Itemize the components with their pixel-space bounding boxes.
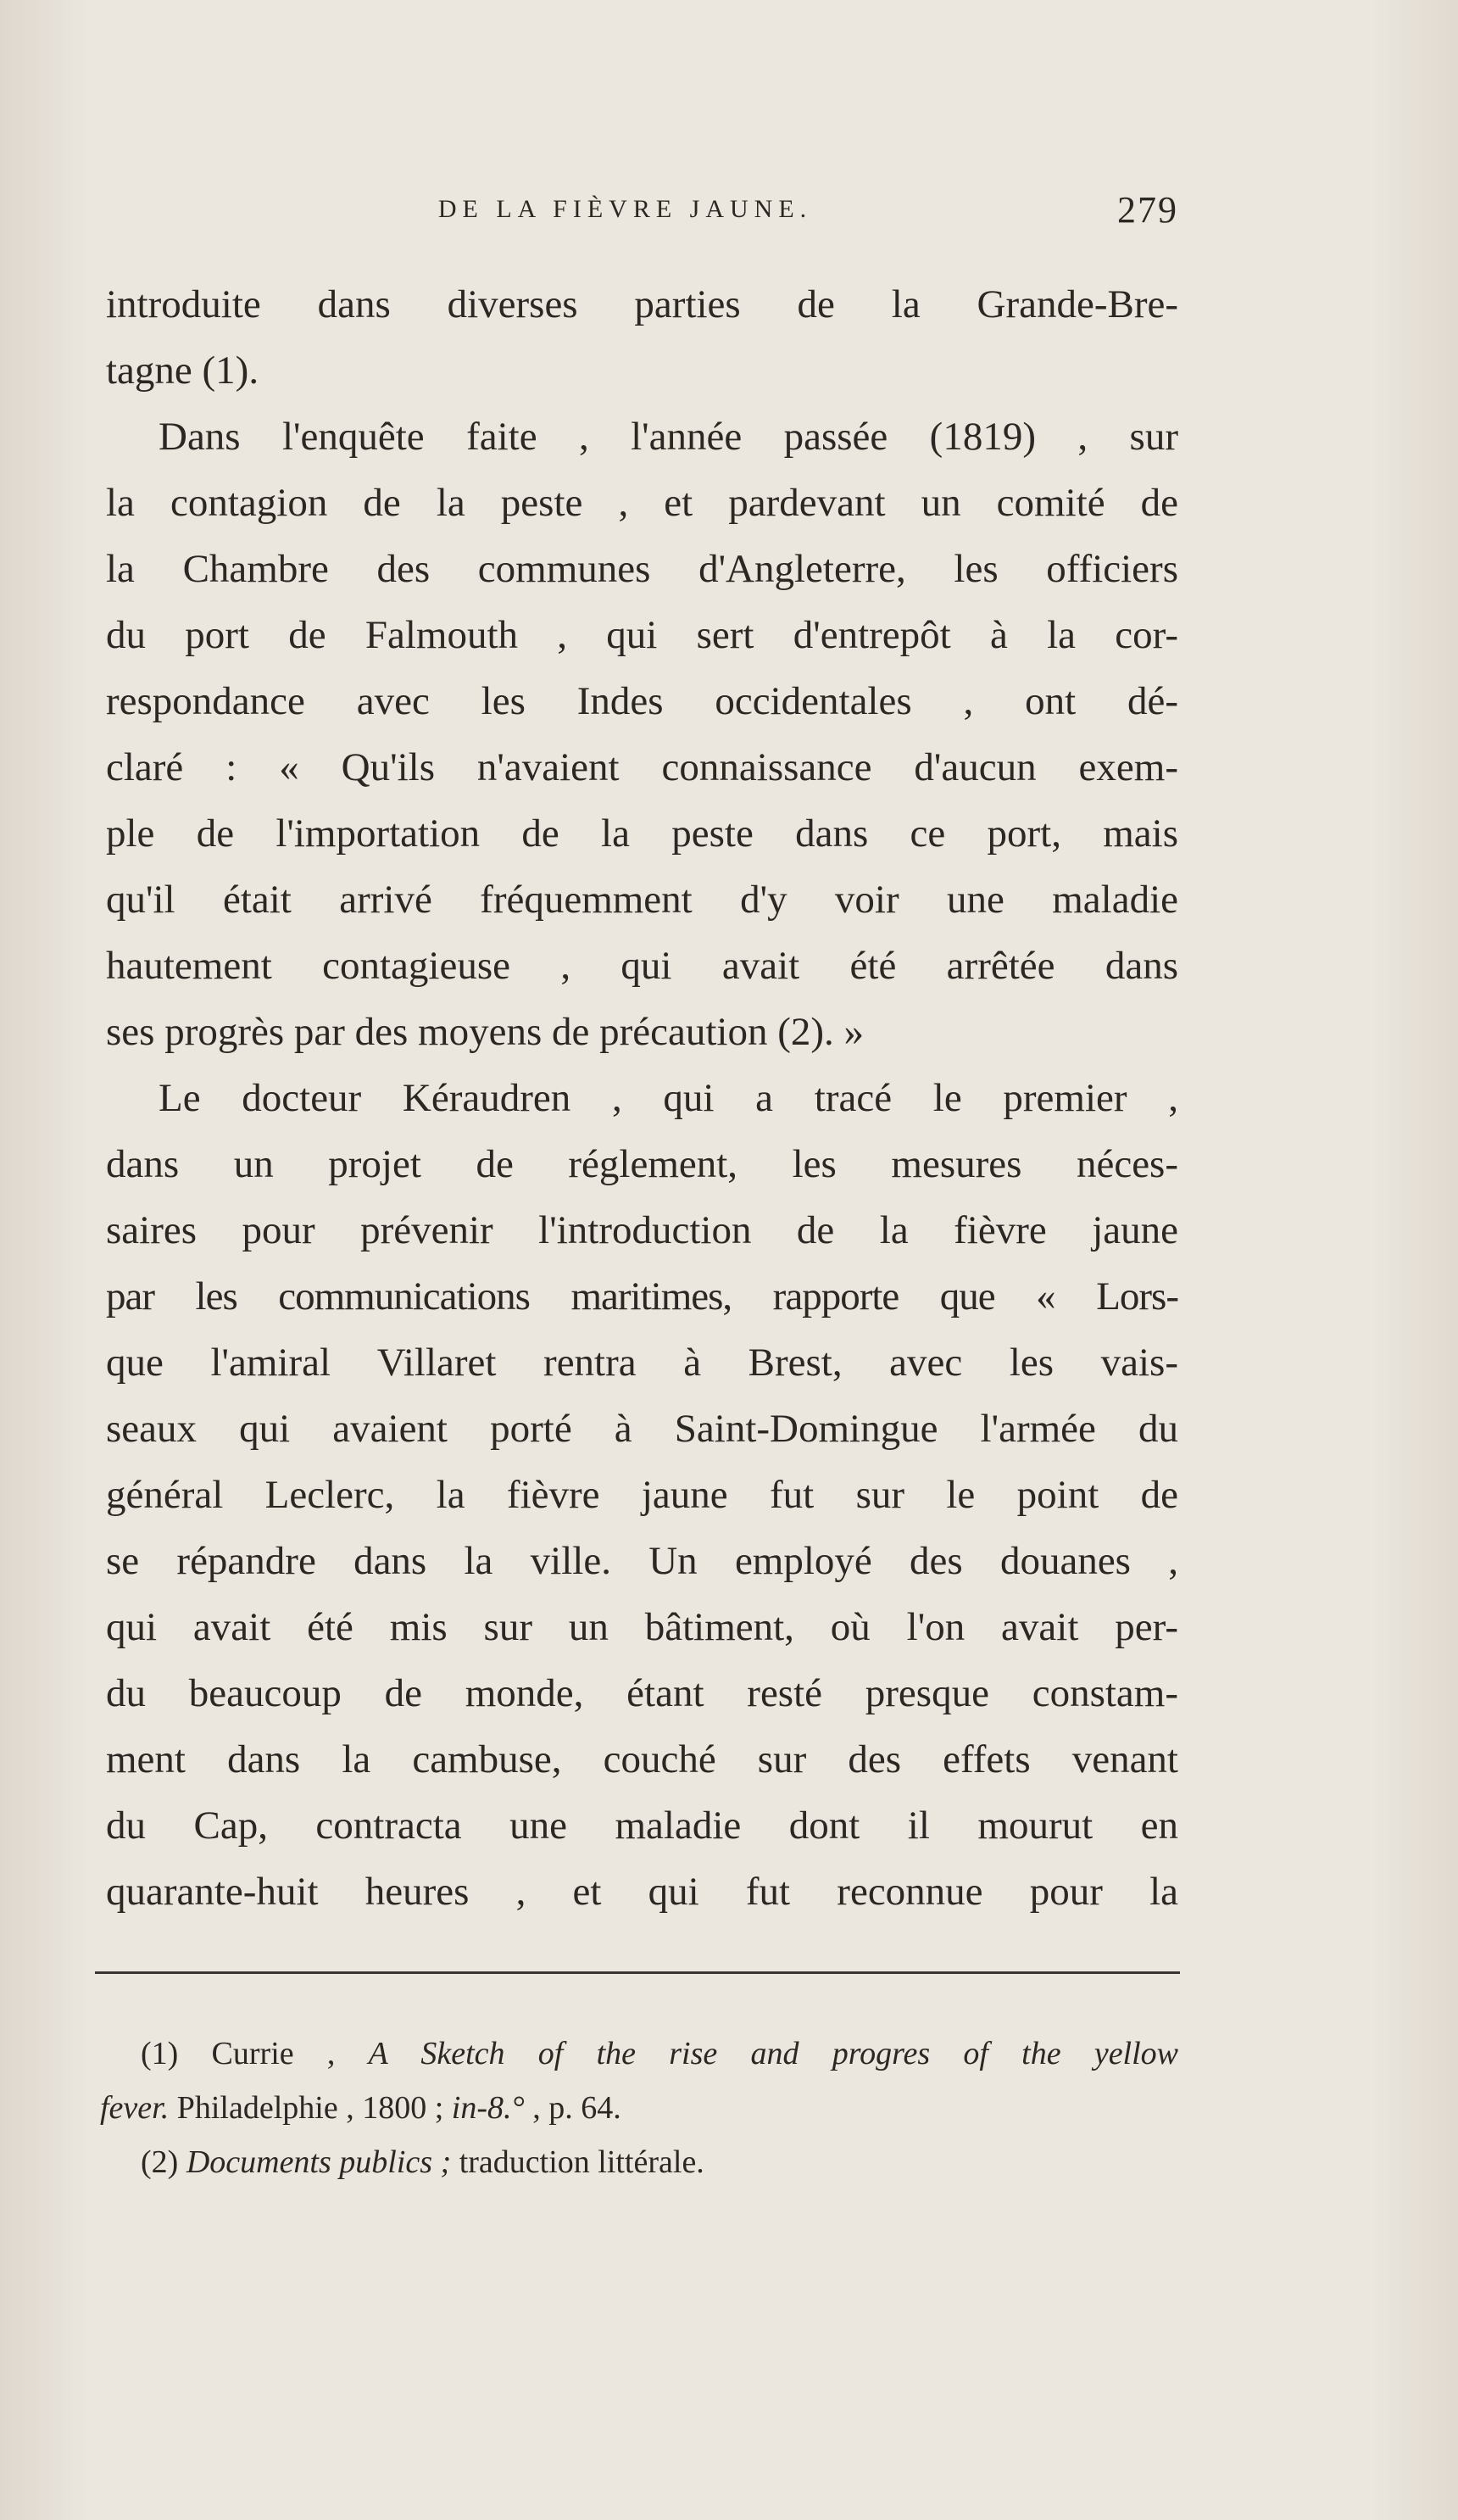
text-line: la Chambre des communes d'Angleterre, les officiers (106, 547, 1178, 591)
footnote-2-mark: (2) (141, 2144, 179, 2180)
text-line: tagne (1). (106, 348, 259, 393)
text-line: du beaucoup de monde, étant resté presque constam- (106, 1671, 1178, 1715)
page-number: 279 (1117, 189, 1178, 231)
text-line: saires pour prévenir l'introduction de la fièvre jaune (106, 1208, 1178, 1252)
text-line: par les communications maritimes, rapporte que « Lors- (106, 1274, 1178, 1319)
text-line: hautement contagieuse , qui avait été arrêtée dans (106, 944, 1178, 988)
text-line: introduite dans diverses parties de la Grande-Bre- (106, 282, 1178, 326)
running-head (106, 188, 1178, 231)
text-line: la contagion de la peste , et pardevant un comité de (106, 481, 1178, 525)
text-line: respondance avec les Indes occidentales , ont dé- (106, 679, 1178, 723)
text-line: qu'il était arrivé fréquemment d'y voir une maladie (106, 878, 1178, 922)
text-line: du Cap, contracta une maladie dont il mourut en (106, 1804, 1178, 1848)
text-line: ses progrès par des moyens de précaution (2). » (106, 1010, 865, 1054)
text-line: dans un projet de réglement, les mesures néces- (106, 1142, 1178, 1186)
text-line: claré : « Qu'ils n'avaient connaissance d'aucun exem- (106, 745, 1178, 789)
footnote-1-line-1 (100, 2027, 1178, 2081)
footnote-1-format: in-8.° (451, 2090, 525, 2126)
running-title: DE LA FIÈVRE JAUNE. (437, 195, 813, 223)
text-line: ment dans la cambuse, couché sur des effets venant (106, 1737, 1178, 1781)
text-line: ple de l'importation de la peste dans ce port, mais (106, 811, 1178, 856)
footnote-1-title: A Sketch of the rise and progres of the yellow (368, 2036, 1179, 2071)
footnote-rule (95, 1971, 1180, 1974)
footnote-1-title-end: fever. (100, 2090, 170, 2126)
text-line: se répandre dans la ville. Un employé des douanes , (106, 1539, 1178, 1583)
text-line: Le docteur Kéraudren , qui a tracé le premier , (159, 1076, 1178, 1120)
footnote-1-page: , p. 64. (532, 2090, 621, 2126)
text-line: seaux qui avaient porté à Saint-Domingue l'armée du (106, 1407, 1178, 1451)
footnotes (100, 2027, 1178, 2189)
text-line: que l'amiral Villaret rentra à Brest, avec les vais- (106, 1341, 1178, 1385)
text-line: qui avait été mis sur un bâtiment, où l'on avait per- (106, 1605, 1178, 1649)
text-line: du port de Falmouth , qui sert d'entrepôt à la cor- (106, 613, 1178, 657)
footnote-1-line-2 (100, 2081, 1178, 2135)
text-line: général Leclerc, la fièvre jaune fut sur le point de (106, 1473, 1178, 1517)
footnote-1-mark: (1) Currie , (141, 2036, 336, 2071)
footnote-2-rest: traduction littérale. (459, 2144, 704, 2180)
footnote-2 (100, 2135, 1178, 2189)
footnote-1-place: Philadelphie , 1800 ; (176, 2090, 444, 2126)
text-line: Dans l'enquête faite , l'année passée (1819) , sur (159, 415, 1178, 459)
body-text (106, 271, 1178, 1925)
text-line: quarante-huit heures , et qui fut reconnue pour la (106, 1870, 1178, 1914)
footnote-2-title: Documents publics ; (186, 2144, 452, 2180)
